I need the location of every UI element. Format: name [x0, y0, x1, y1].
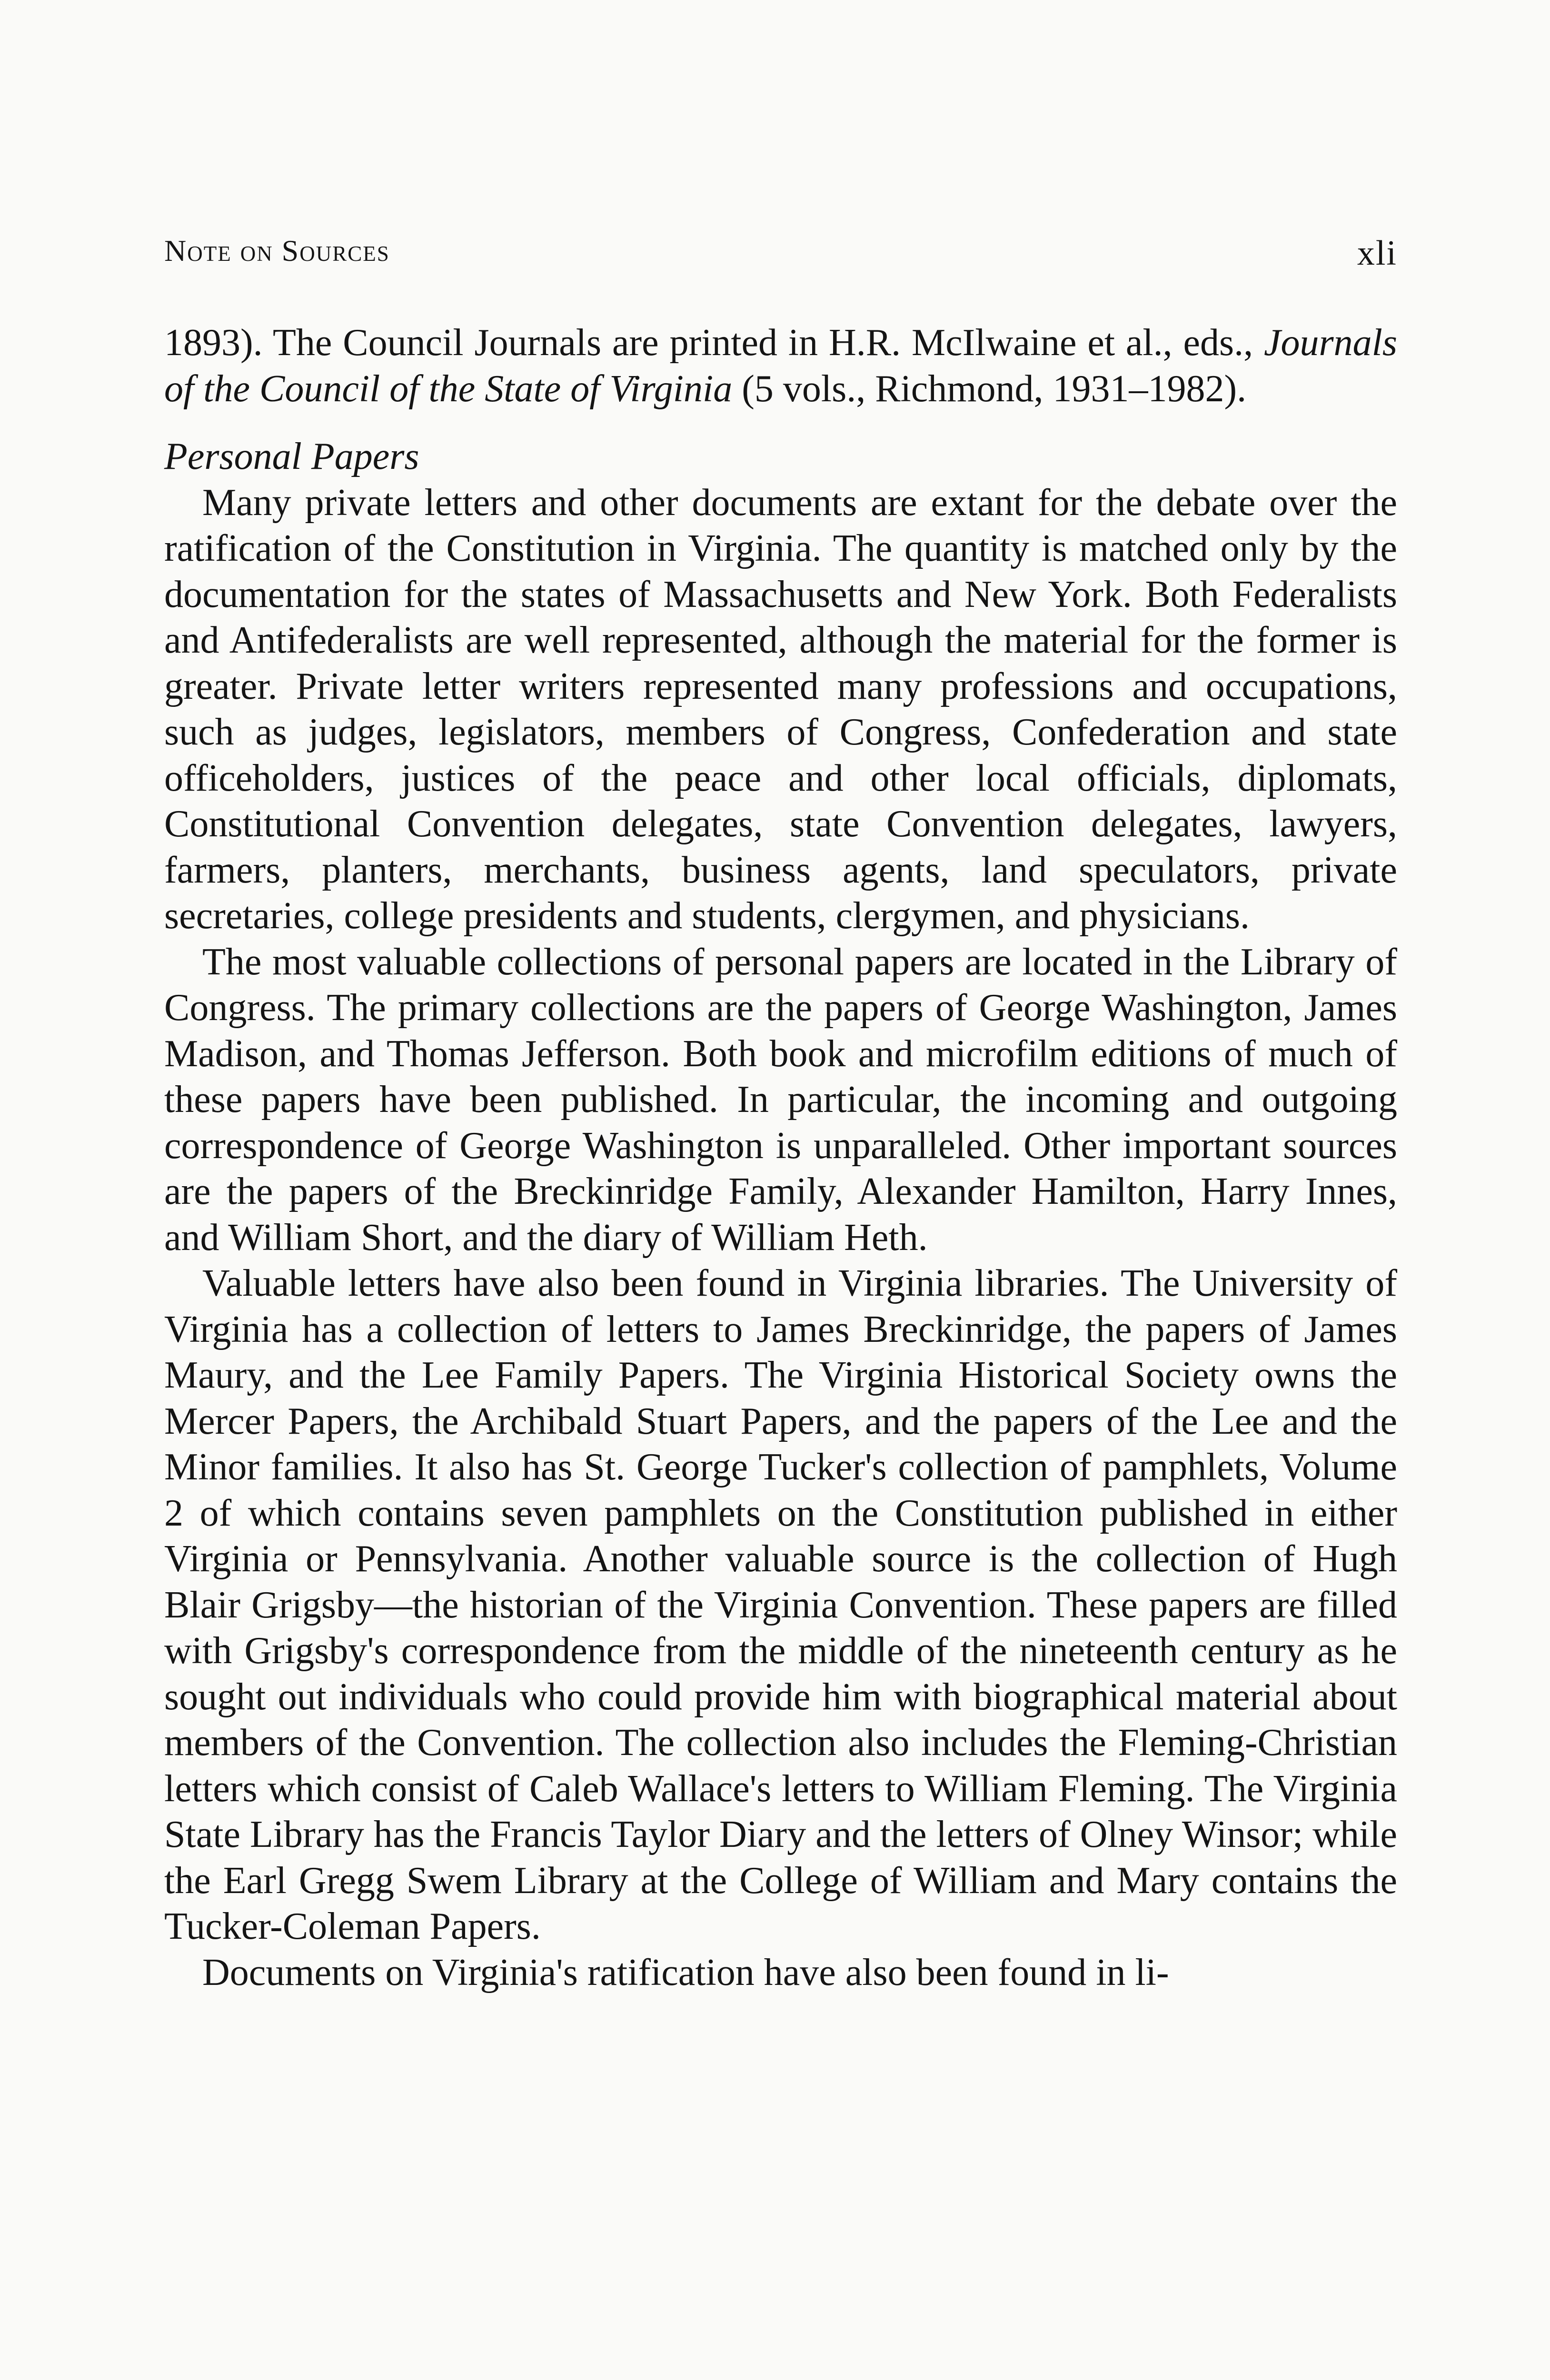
paragraph: Many private letters and other documents are extant for the debate over the ratification of the Constitution in Virginia. The quantity is matched only by the documentation for the states of Massachusetts and New York. Both Federalists and Antifederalists are well represented, although the material for the former is greater. Private letter writers represented many professions and occupations, such as judges, legislators, members of Congress, Confederation and state officeholders, justices of the peace and other local officials, diplomats, Constitutional Convention delegates, state Convention delegates, lawyers, farmers, planters, merchants, business agents, land speculators, private secretaries, college presidents and students, clergymen, and physicians.	[164, 481, 1397, 937]
paragraph: Documents on Virginia's ratification have also been found in li-	[202, 1951, 1169, 1993]
running-head-title: Note on Sources	[164, 234, 390, 268]
continuation-text-1: 1893). The Council Journals are printed in H.R. McIlwaine et al., eds.,	[164, 322, 1264, 364]
page-content	[164, 233, 1397, 1995]
paragraph: Valuable letters have also been found in Virginia libraries. The University of Virginia has a collection of letters to James Breckinridge, the papers of James Maury, and the Lee Family Papers. The Virginia Historical Society owns the Mercer Papers, the Archibald Stuart Papers, and the papers of the Lee and the Minor families. It also has St. George Tucker's collection of pamphlets, Volume 2 of which contains seven pamphlets on the Constitution published in either Virginia or Pennsylvania. Another valuable source is the collection of Hugh Blair Grigsby—the historian of the Virginia Convention. These papers are filled with Grigsby's correspondence from the middle of the nineteenth century as he sought out individuals who could provide him with biographical material about members of the Convention. The collection also includes the Fleming-Christian letters which consist of Caleb Wallace's letters to William Fleming. The Virginia State Library has the Francis Taylor Diary and the letters of Olney Winsor; while the Earl Gregg Swem Library at the College of William and Mary contains the Tucker-Coleman Papers.	[164, 1262, 1397, 1947]
running-head	[164, 233, 1397, 276]
continuation-paragraph	[164, 320, 1397, 412]
continuation-text-2: (5 vols., Richmond, 1931–1982).	[732, 367, 1247, 410]
section-heading: Personal Papers	[164, 436, 419, 477]
page-number: xli	[1357, 234, 1397, 273]
paragraph: The most valuable collections of personal papers are located in the Library of Congress. The primary collections are the papers of George Washington, James Madison, and Thomas Jefferson. Both book and microfilm editions of much of these papers have been published. In particular, the incoming and outgoing correspondence of George Washington is unparalleled. Other important sources are the papers of the Breckinridge Family, Alexander Hamilton, Harry Innes, and William Short, and the diary of William Heth.	[164, 941, 1397, 1259]
journal-title: Journals of the Council of the State of Virginia	[164, 322, 1397, 410]
body-text	[164, 320, 1397, 1995]
